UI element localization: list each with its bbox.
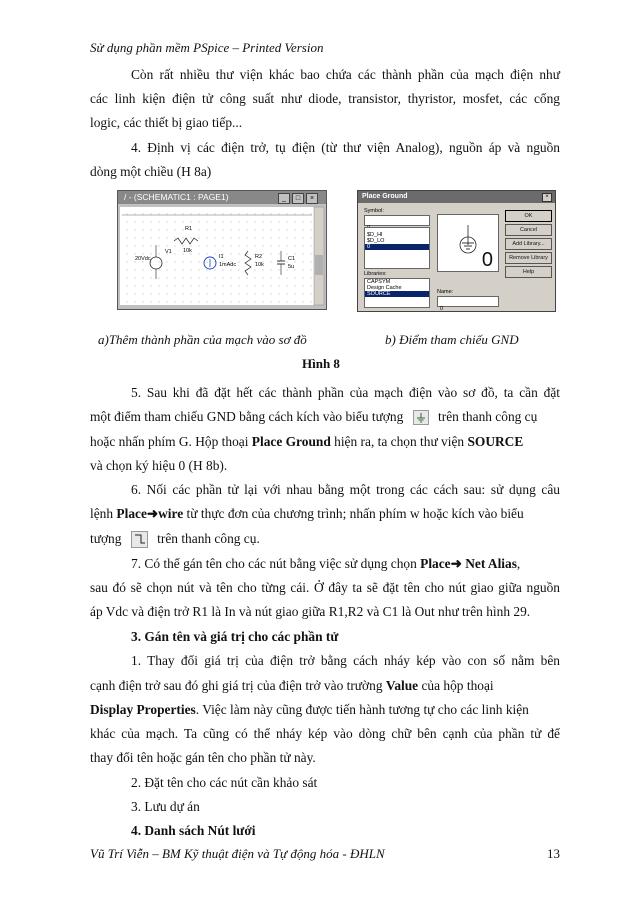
- p8-line4: khác của mạch. Ta cũng có thể nháy kép vào dòng chữ bên cạnh của phần tử để: [90, 726, 560, 741]
- p6-line2-place: Place: [116, 506, 147, 521]
- close-button[interactable]: ×: [306, 193, 318, 204]
- r1-name[interactable]: R1: [185, 226, 193, 232]
- ground-icon[interactable]: [413, 410, 429, 425]
- p1-line1: Còn rất nhiều thư viện khác bao chứa các thành phần của mạch điện như: [131, 67, 560, 82]
- p6-line2-wire: wire: [158, 506, 184, 521]
- library-item[interactable]: Design Cache: [367, 285, 402, 291]
- item-3: 3. Lưu dự án: [131, 799, 200, 814]
- p6-line2-d: từ thực đơn của chương trình; nhấn phím w hoặc kích vào biểu: [186, 506, 524, 521]
- symbol-input[interactable]: [364, 215, 430, 226]
- add-library-button[interactable]: Add Library...: [505, 238, 552, 250]
- p6-line3-b: trên thanh công cụ.: [157, 531, 260, 546]
- p8-line2-value: Value: [385, 678, 419, 693]
- section3-heading: 3. Gán tên và giá trị cho các phần tử: [131, 629, 339, 644]
- item-2: 2. Đặt tên cho các nút cần khảo sát: [131, 775, 318, 790]
- caption-a: a)Thêm thành phần của mạch vào sơ đồ: [98, 332, 307, 347]
- p5-line4: và chọn ký hiệu 0 (H 8b).: [90, 458, 228, 473]
- dialog-title: Place Ground: [358, 191, 555, 203]
- p5-line2: [90, 405, 560, 429]
- r2-value[interactable]: 10k: [255, 262, 264, 268]
- p5-line3-a: hoặc nhấn phím G. Hộp thoại: [90, 434, 249, 449]
- p8-line3-b: . Việc làm này cũng được tiến hành tương tự cho các linh kiện: [195, 702, 529, 717]
- r1-value[interactable]: 10k: [183, 248, 192, 254]
- arrow-icon: ➜: [450, 556, 462, 571]
- c1-name[interactable]: C1: [288, 256, 296, 262]
- p7-line1-net-alias: Net Alias: [465, 556, 517, 571]
- p5-line2-b: trên thanh công cụ: [438, 409, 538, 424]
- name-label: Name:: [437, 289, 454, 295]
- symbol-list-item[interactable]: $D_HI: [367, 232, 383, 238]
- p5-line2-a: một điểm tham chiếu GND bằng cách kích vào biểu tượng: [90, 409, 404, 424]
- p8-line5: thay đổi tên hoặc gán tên cho phần tử này.: [90, 750, 316, 765]
- p5-line1: 5. Sau khi đã đặt hết các thành phần của mạch điện vào sơ đồ, ta cần đặt: [131, 385, 560, 400]
- p5-line3-place-ground: Place Ground: [251, 434, 331, 449]
- minimize-button[interactable]: _: [278, 193, 290, 204]
- p8-line2-a: cạnh điện trở sau đó ghi giá trị của điện trở vào trường: [90, 678, 383, 693]
- p1-line3: logic, các thiết bị giao tiếp...: [90, 115, 243, 130]
- maximize-button[interactable]: □: [292, 193, 304, 204]
- symbol-list[interactable]: [364, 227, 430, 269]
- p8-line3: [90, 698, 560, 722]
- r2-name[interactable]: R2: [255, 254, 263, 260]
- schematic-window[interactable]: [117, 190, 327, 310]
- preview-label: 0: [481, 249, 493, 271]
- p7-line1-a: 7. Có thể gán tên cho các nút bằng việc sử dụng chọn: [131, 556, 417, 571]
- p8-line1: 1. Thay đổi giá trị của điện trở bằng cách nháy kép vào con số nằm bên: [131, 653, 560, 668]
- library-item[interactable]: CAPSYM: [367, 279, 391, 285]
- p8-line2: [90, 674, 560, 698]
- p6-line1: 6. Nối các phần tử lại với nhau bằng một trong các cách sau: sử dụng câu: [131, 482, 560, 497]
- name-input[interactable]: [437, 296, 499, 312]
- section4-heading: 4. Danh sách Nút lưới: [131, 823, 256, 838]
- caption-b: b) Điểm tham chiếu GND: [385, 332, 519, 347]
- c1-value[interactable]: 5u: [288, 264, 295, 270]
- libraries-label: Libraries:: [364, 271, 387, 277]
- p2-line1: 4. Định vị các điện trở, tụ điện (từ thư viện Analog), nguồn áp và nguồn: [131, 140, 560, 155]
- p5-line3-c: hiện ra, ta chọn thư viện: [334, 434, 465, 449]
- v1-name[interactable]: V1: [165, 249, 172, 255]
- p6-line3: [90, 527, 560, 551]
- p2-line2: dòng một chiều (H 8a): [90, 164, 212, 179]
- p8-line2-c: của hộp thoại: [421, 678, 494, 693]
- p6-line3-a: tượng: [90, 531, 122, 546]
- help-button[interactable]: Help: [505, 266, 552, 278]
- p7-line1-place: Place: [420, 556, 451, 571]
- dialog-close-button[interactable]: ×: [542, 193, 552, 202]
- p5-line3-source: SOURCE: [467, 434, 524, 449]
- p7-line3: áp Vdc và điện trở R1 là In và nút giao giữa R1,R2 và C1 là Out như trên hình 29.: [90, 604, 531, 619]
- footer-text: Vũ Trí Viễn – BM Kỹ thuật điện và Tự động hóa - ĐHLN: [90, 846, 385, 861]
- symbol-preview: [437, 214, 499, 272]
- p6-line2: [90, 502, 560, 526]
- library-item-selected[interactable]: SOURCE: [365, 291, 429, 297]
- i1-value[interactable]: 1mAdc: [219, 262, 237, 268]
- remove-library-button[interactable]: Remove Library: [505, 252, 552, 264]
- symbol-list-item-selected[interactable]: 0: [365, 244, 429, 250]
- running-header: Sử dụng phần mềm PSpice – Printed Version: [90, 40, 324, 55]
- cancel-button[interactable]: Cancel: [505, 224, 552, 236]
- p7-line1: [90, 552, 601, 576]
- page-footer: [90, 846, 560, 862]
- v1-value[interactable]: 20Vdc: [135, 256, 151, 262]
- p7-line2: sau đó sẽ chọn nút và tên cho từng cái. Ở đây ta sẽ đặt tên cho nút giao giữa nguồn: [90, 580, 560, 595]
- i1-name[interactable]: I1: [219, 254, 224, 260]
- symbol-list-item[interactable]: $D_LO: [367, 238, 385, 244]
- p5-line3: [90, 430, 560, 454]
- p8-line3-display-properties: Display Properties: [90, 702, 196, 717]
- symbol-label: Symbol:: [364, 208, 384, 214]
- figure-title: Hình 8: [302, 356, 340, 371]
- p7-line1-d: ,: [516, 556, 521, 571]
- arrow-icon: ➜: [146, 506, 159, 521]
- p6-line2-a: lệnh: [90, 506, 114, 521]
- libraries-list[interactable]: [364, 278, 430, 308]
- wire-icon[interactable]: [131, 531, 148, 548]
- page-number: 13: [547, 846, 560, 861]
- ok-button[interactable]: OK: [505, 210, 552, 222]
- name-input-value: 0: [440, 306, 444, 312]
- p1-line2: các linh kiện điện tử công suất như diode, transistor, thyristor, mosfet, các cổng: [90, 91, 560, 106]
- schematic-title: / - (SCHEMATIC1 : PAGE1): [118, 191, 326, 204]
